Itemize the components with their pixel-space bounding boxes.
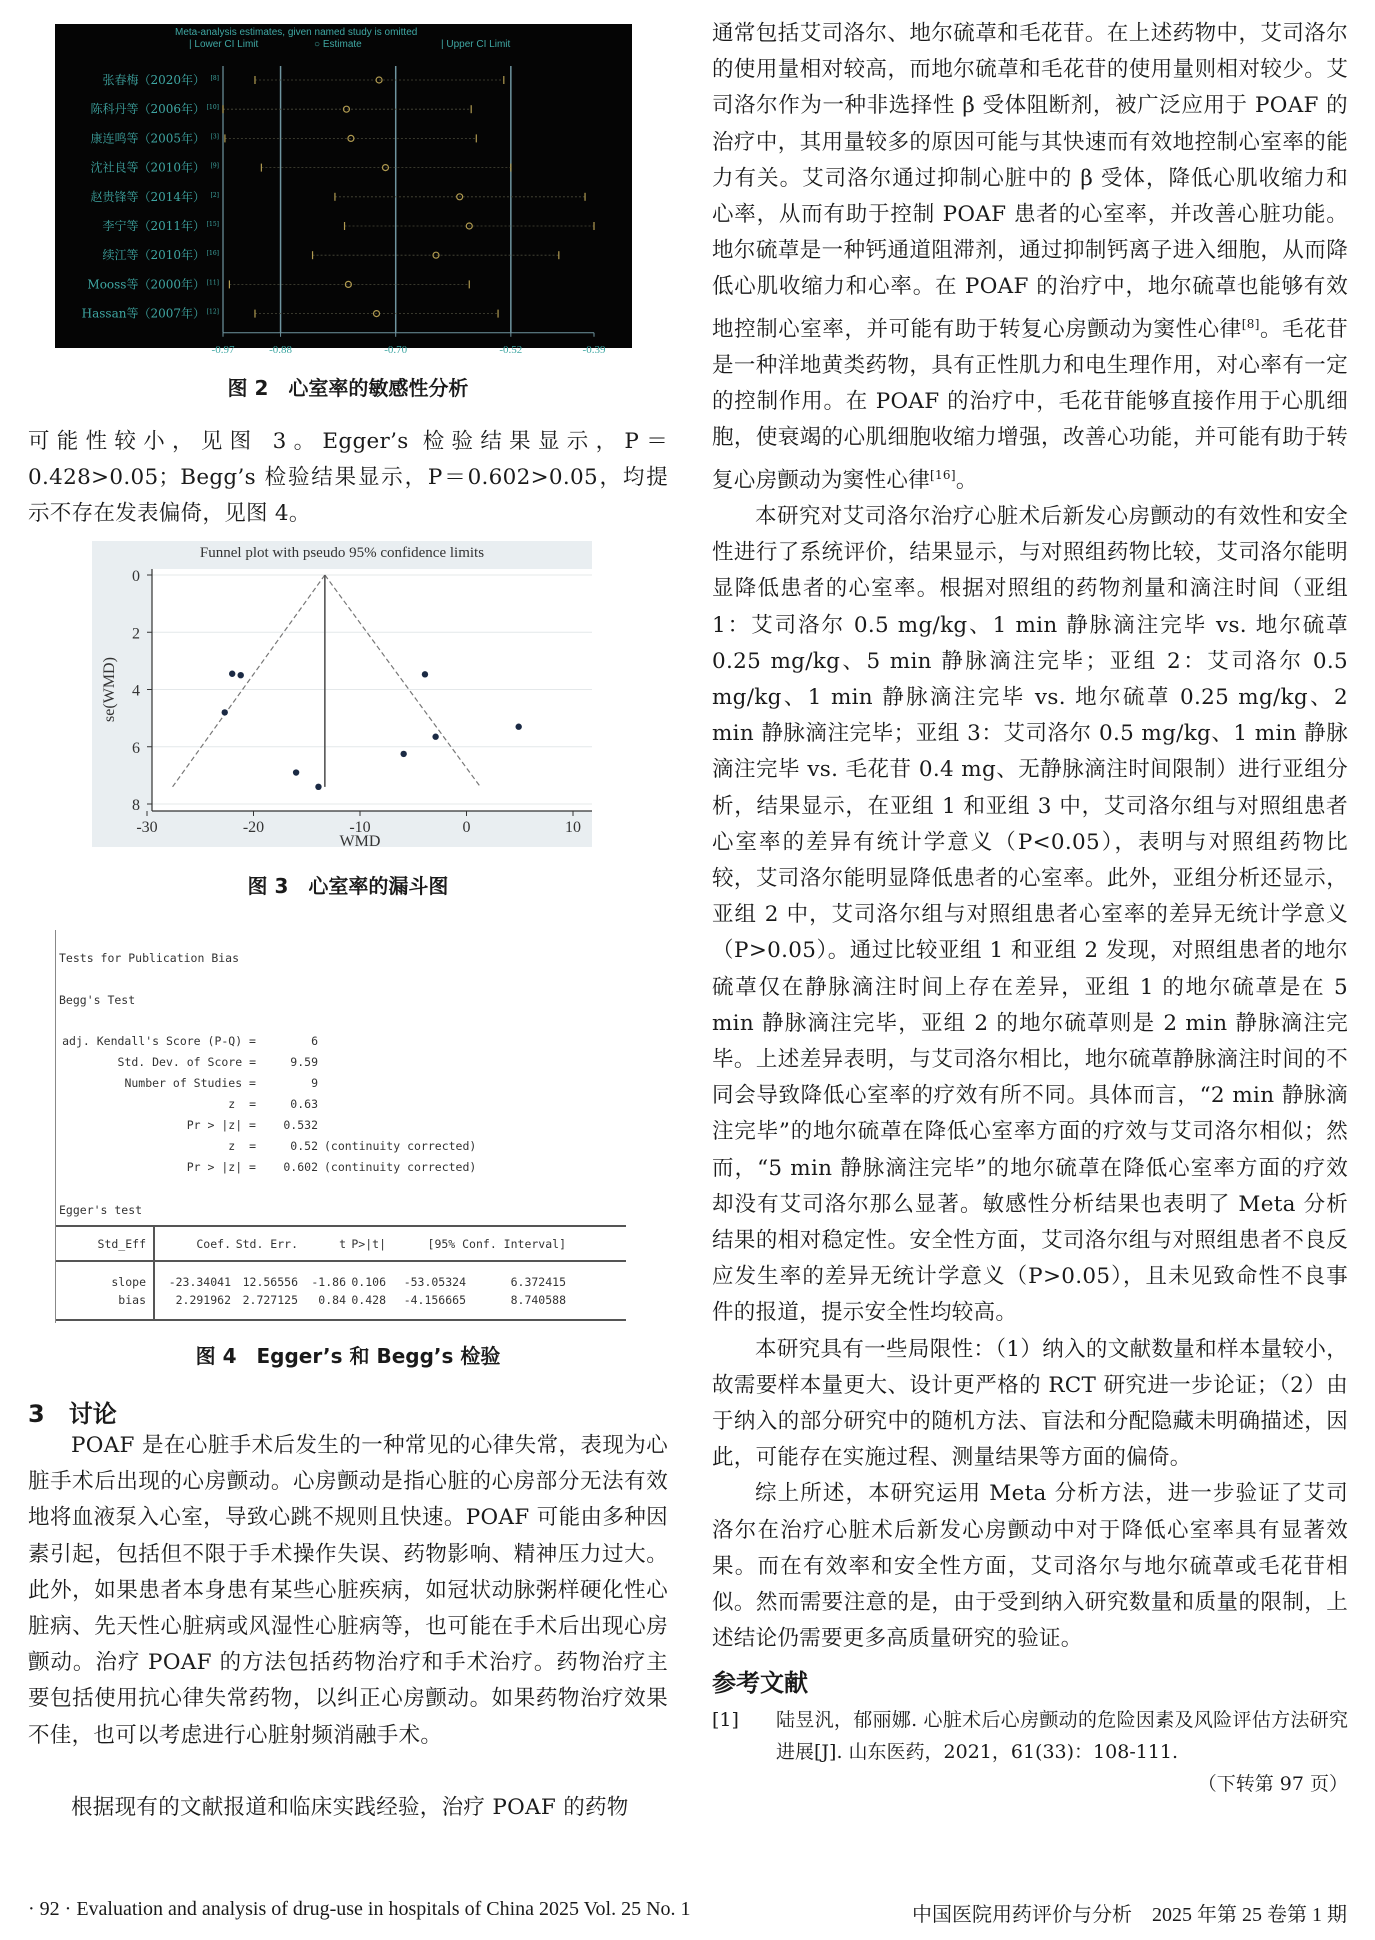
citation-8[interactable]: [8] (1241, 316, 1260, 331)
sensitivity-analysis-figure (55, 24, 632, 356)
begg-row-label: Std. Dev. of Score = (117, 1055, 256, 1069)
citation-16[interactable]: [16] (930, 467, 956, 482)
egger-cell: 12.56556 (242, 1275, 298, 1289)
begg-row-value: 9 (311, 1076, 318, 1090)
begg-row-value: 6 (311, 1034, 318, 1048)
begg-test-title: Begg's Test (59, 993, 136, 1007)
paragraph-discussion-1: POAF 是在心脏手术后发生的一种常见的心律失常，表现为心脏手术后出现的心房颤动。心房颤动是指心脏的心房部分无法有效地将血液泵入心室，导致心跳不规则且快速。POAF 可能由多种因素引起，包括但不限于手术操作失误、药物影响、精神压力过大。此外，如果患者本身患有某些心脏疾病，如冠状动脉粥样硬化性心脏病、先天性心脏病或风湿性心脏病等，也可能在手术后出现心房颤动。治疗 POAF 的方法包括药物治疗和手术治疗。药物治疗主要包括使用抗心律失常药物，以纠正心房颤动。如果药物治疗效果不佳，也可以考虑进行心脏射频消融手术。 (28, 1433, 668, 1748)
x-axis-label: WMD (339, 833, 381, 850)
reference-text: 陆昱汎，郁丽娜. 心脏术后心房颤动的危险因素及风险评估方法研究进展[J]. 山东医药，2021，61(33)：108-111. (776, 1709, 1348, 1764)
study-ref: [9] (210, 162, 219, 170)
egger-row-label: bias (118, 1293, 146, 1307)
study-ref: [12] (206, 308, 219, 316)
study-point (422, 671, 428, 677)
continued-note: （下转第 97 页） (1197, 1773, 1348, 1796)
x-tick-label: 0 (462, 819, 471, 836)
begg-row-value: 0.63 (290, 1097, 318, 1111)
egger-header: Std_Eff (97, 1237, 146, 1251)
paragraph-drugs-text-a: 通常包括艾司洛尔、地尔硫䓬和毛花苷。在上述药物中，艾司洛尔的使用量相对较高，而地尔硫䓬和毛花苷的使用量则相对较少。艾司洛尔作为一种非选择性 β 受体阻断剂，被广泛应用于 POAF 的治疗中，其用量较多的原因可能与其快速而有效地控制心室率的能力有关。艾司洛尔通过抑制心脏中的 β 受体，降低心肌收缩力和心率，从而有助于控制 POAF 患者的心室率，并改善心脏功能。地尔硫䓬是一种钙通道阻滞剂，通过抑制钙离子进入细胞，从而降低心肌收缩力和心率。在 POAF 的治疗中，地尔硫䓬也能够有效地控制心室率，并可能有助于转复心房颤动为窦性心律 (712, 21, 1348, 342)
output-title: Tests for Publication Bias (59, 951, 240, 965)
begg-row-note: (continuity corrected) (324, 1139, 477, 1153)
paragraph-drugs (712, 16, 1348, 499)
egger-row-label: slope (111, 1275, 146, 1289)
x-tick-label: 10 (565, 819, 581, 836)
study-point (400, 751, 406, 757)
paragraph-conclusion: 综上所述，本研究运用 Meta 分析方法，进一步验证了艾司洛尔在治疗心脏术后新发心房颤动中对于降低心室率具有显著效果。而在有效率和安全性方面，艾司洛尔与地尔硫䓬或毛花苷相似。然而需要注意的是，由于受到纳入研究数量和质量的限制，上述结论仍需要更多高质量研究的验证。 (712, 1481, 1348, 1652)
study-label: 张春梅（2020年） (102, 73, 205, 87)
egger-cell: 0.428 (351, 1293, 386, 1307)
egger-cell: -53.05324 (403, 1275, 466, 1289)
study-label: 沈社良等（2010年） (90, 160, 205, 175)
egger-header: Coef. (196, 1237, 231, 1251)
y-tick-label: 0 (132, 568, 140, 585)
egger-cell: 0.84 (318, 1293, 346, 1307)
references-heading: 参考文献 (712, 1669, 808, 1698)
footer-left: · 92 · Evaluation and analysis of drug-use in hospitals of China 2025 Vol. 25 No. 1 (28, 1898, 691, 1920)
egger-cell: 8.740588 (510, 1293, 566, 1307)
legend-item: | Lower CI Limit (189, 39, 259, 50)
begg-row-label: adj. Kendall's Score (P-Q) = (62, 1034, 256, 1048)
y-axis-label: se(WMD) (101, 657, 118, 722)
study-point (432, 734, 438, 740)
study-ref: [16] (206, 250, 219, 258)
study-point (315, 784, 321, 790)
begg-row-value: 0.602 (283, 1160, 318, 1174)
paragraph-limitations: 本研究具有一些局限性：（1）纳入的文献数量和样本量较小，故需要样本量更大、设计更严格的 RCT 研究进一步论证；（2）由于纳入的部分研究中的随机方法、盲法和分配隐藏未明确描述，因此，可能存在实施过程、测量结果等方面的偏倚。 (712, 1336, 1348, 1471)
figure2-caption: 图 2 心室率的敏感性分析 (227, 376, 469, 400)
study-label: 李宁等（2011年） (102, 219, 205, 233)
y-tick-label: 8 (132, 797, 140, 814)
study-label: 赵贵锋等（2014年） (90, 189, 205, 204)
table-rule-top (56, 1225, 626, 1227)
reference-number: [1] (712, 1709, 739, 1732)
egger-cell: 2.727125 (242, 1293, 298, 1307)
y-tick-label: 4 (132, 682, 140, 700)
begg-row-label: Pr > |z| = (186, 1160, 256, 1174)
egger-cell: 6.372415 (510, 1275, 566, 1289)
x-tick-label: -10 (349, 819, 371, 836)
publication-bias-output (55, 930, 626, 1323)
egger-header: [95% Conf. Interval] (427, 1237, 566, 1251)
paragraph-discussion-2-start: 根据现有的文献报道和临床实践经验，治疗 POAF 的药物 (71, 1795, 629, 1820)
x-tick-label: -30 (136, 819, 158, 836)
figure3-caption: 图 3 心室率的漏斗图 (247, 874, 449, 898)
study-ref: [3] (210, 133, 219, 141)
begg-row-value: 9.59 (290, 1055, 318, 1069)
sensitivity-plot (55, 24, 632, 356)
egger-test-title: Egger's test (59, 1203, 143, 1217)
x-tick-label: -0.52 (499, 343, 523, 356)
right-column (712, 0, 1348, 1800)
egger-header: P>|t| (351, 1237, 386, 1251)
study-label: Mooss等（2000年） (87, 277, 205, 292)
begg-row-label: Pr > |z| = (186, 1118, 256, 1132)
funnel-title: Funnel plot with pseudo 95% confidence limits (199, 545, 485, 561)
figure4-caption: 图 4 Egger’s 和 Begg’s 检验 (195, 1344, 501, 1368)
paragraph-drugs-text-c: 。 (955, 467, 978, 493)
paragraph-results-summary: 本研究对艾司洛尔治疗心脏术后新发心房颤动的有效性和安全性进行了系统评价，结果显示，与对照组药物比较，艾司洛尔能明显降低患者的心室率。根据对照组的药物剂量和滴注时间（亚组 1：艾司洛尔 0.5 mg/kg、1 min 静脉滴注完毕 vs. 地尔硫䓬 0.25 mg/kg、5 min 静脉滴注完毕；亚组 2：艾司洛尔 0.5 mg/kg、1 min 静脉滴注完毕 vs. 地尔硫䓬 0.25 mg/kg、2 min 静脉滴注完毕；亚组 3：艾司洛尔 0.5 mg/kg、1 min 静脉滴注完毕 vs. 毛花苷 0.4 mg、无静脉滴注时间限制）进行亚组分析，结果显示，在亚组 1 和亚组 3 中，艾司洛尔组与对照组患者心室率的差异有统计学意义（P<0.05），表明与对照组药物比较，艾司洛尔能明显降低患者的心室率。此外，亚组分析还显示，亚组 2 中，艾司洛尔组与对照组患者心室率的差异无统计学意义（P>0.05）。通过比较亚组 1 和亚组 2 发现，对照组患者的地尔硫䓬仅在静脉滴注时间上存在差异，亚组 1 的地尔硫䓬是在 5 min 静脉滴注完毕，亚组 2 的地尔硫䓬则是 2 min 静脉滴注完毕。上述差异表明，与艾司洛尔相比，地尔硫䓬静脉滴注时间的不同会导致降低心室率的疗效有所不同。具体而言，“2 min 静脉滴注完毕”的地尔硫䓬在降低心室率方面的疗效与艾司洛尔相似；然而，“5 min 静脉滴注完毕”的地尔硫䓬在降低心室率方面的疗效却没有艾司洛尔那么显著。敏感性分析结果也表明了 Meta 分析结果的相对稳定性。安全性方面，艾司洛尔组与对照组患者不良反应发生率的差异无统计学意义（P>0.05），且未见致命性不良事件的报道，提示安全性均较高。 (712, 503, 1348, 1326)
study-label: Hassan等（2007年） (81, 306, 205, 321)
paragraph-drugs-text-b: 。毛花苷是一种洋地黄类药物，具有正性肌力和电生理作用，对心率有一定的控制作用。在 POAF 的治疗中，毛花苷能够直接作用于心肌细胞，使衰竭的心肌细胞收缩力增强，改善心功能，并可能有助于转复心房颤动为窦性心律 (712, 316, 1349, 493)
study-ref: [11] (206, 279, 219, 287)
funnel-plot (92, 541, 592, 850)
study-ref: [15] (206, 221, 219, 228)
begg-row-value: 0.52 (290, 1139, 318, 1153)
study-ref: [2] (210, 191, 219, 199)
egger-cell: -1.86 (311, 1275, 346, 1289)
study-ref: [8] (210, 75, 219, 82)
x-tick-label: -20 (242, 819, 265, 836)
y-tick-label: 6 (132, 739, 140, 757)
study-label: 康连鸣等（2005年） (90, 131, 205, 146)
table-rule-mid (56, 1260, 626, 1262)
study-ref: [10] (206, 104, 219, 112)
begg-row-label: z = (228, 1139, 256, 1153)
table-rule-bottom (56, 1319, 626, 1321)
study-label: 续江等（2010年） (102, 248, 205, 263)
plot-title: Meta-analysis estimates, given named study is omitted (175, 27, 418, 38)
study-label: 陈科丹等（2006年） (90, 102, 205, 117)
x-tick-label: -0.39 (582, 343, 606, 356)
footer-right: 中国医院用药评价与分析 2025 年第 25 卷第 1 期 (912, 1904, 1347, 1926)
begg-row-label: z = (228, 1097, 256, 1111)
study-point (222, 709, 228, 715)
egger-header: Std. Err. (235, 1237, 298, 1251)
study-point (515, 724, 521, 730)
paragraph-bias-results: 可能性较小，见图 3。Egger’s 检验结果显示，P＝0.428>0.05；Begg’s 检验结果显示，P＝0.602>0.05，均提示不存在发表偏倚，见图 4。 (28, 429, 668, 527)
egger-cell: 0.106 (351, 1275, 386, 1289)
egger-header: t (339, 1237, 346, 1251)
x-tick-label: -0.70 (384, 343, 408, 356)
reference-item (712, 1704, 1348, 1768)
study-point (229, 671, 235, 677)
legend-item: | Upper CI Limit (441, 39, 511, 50)
begg-row-note: (continuity corrected) (324, 1160, 477, 1174)
funnel-plot-figure (92, 541, 592, 850)
egger-cell: -23.34041 (168, 1275, 231, 1289)
egger-cell: 2.291962 (175, 1293, 231, 1307)
study-point (293, 769, 299, 775)
legend-item: ○ Estimate (314, 39, 362, 50)
egger-cell: -4.156665 (403, 1293, 466, 1307)
x-tick-label: -0.88 (269, 343, 293, 356)
y-tick-label: 2 (132, 625, 140, 643)
study-point (238, 672, 244, 678)
begg-row-label: Number of Studies = (124, 1076, 256, 1090)
section-heading-discussion: 3 讨论 (28, 1400, 117, 1428)
x-tick-label: -0.97 (211, 343, 235, 356)
begg-row-value: 0.532 (283, 1118, 318, 1132)
